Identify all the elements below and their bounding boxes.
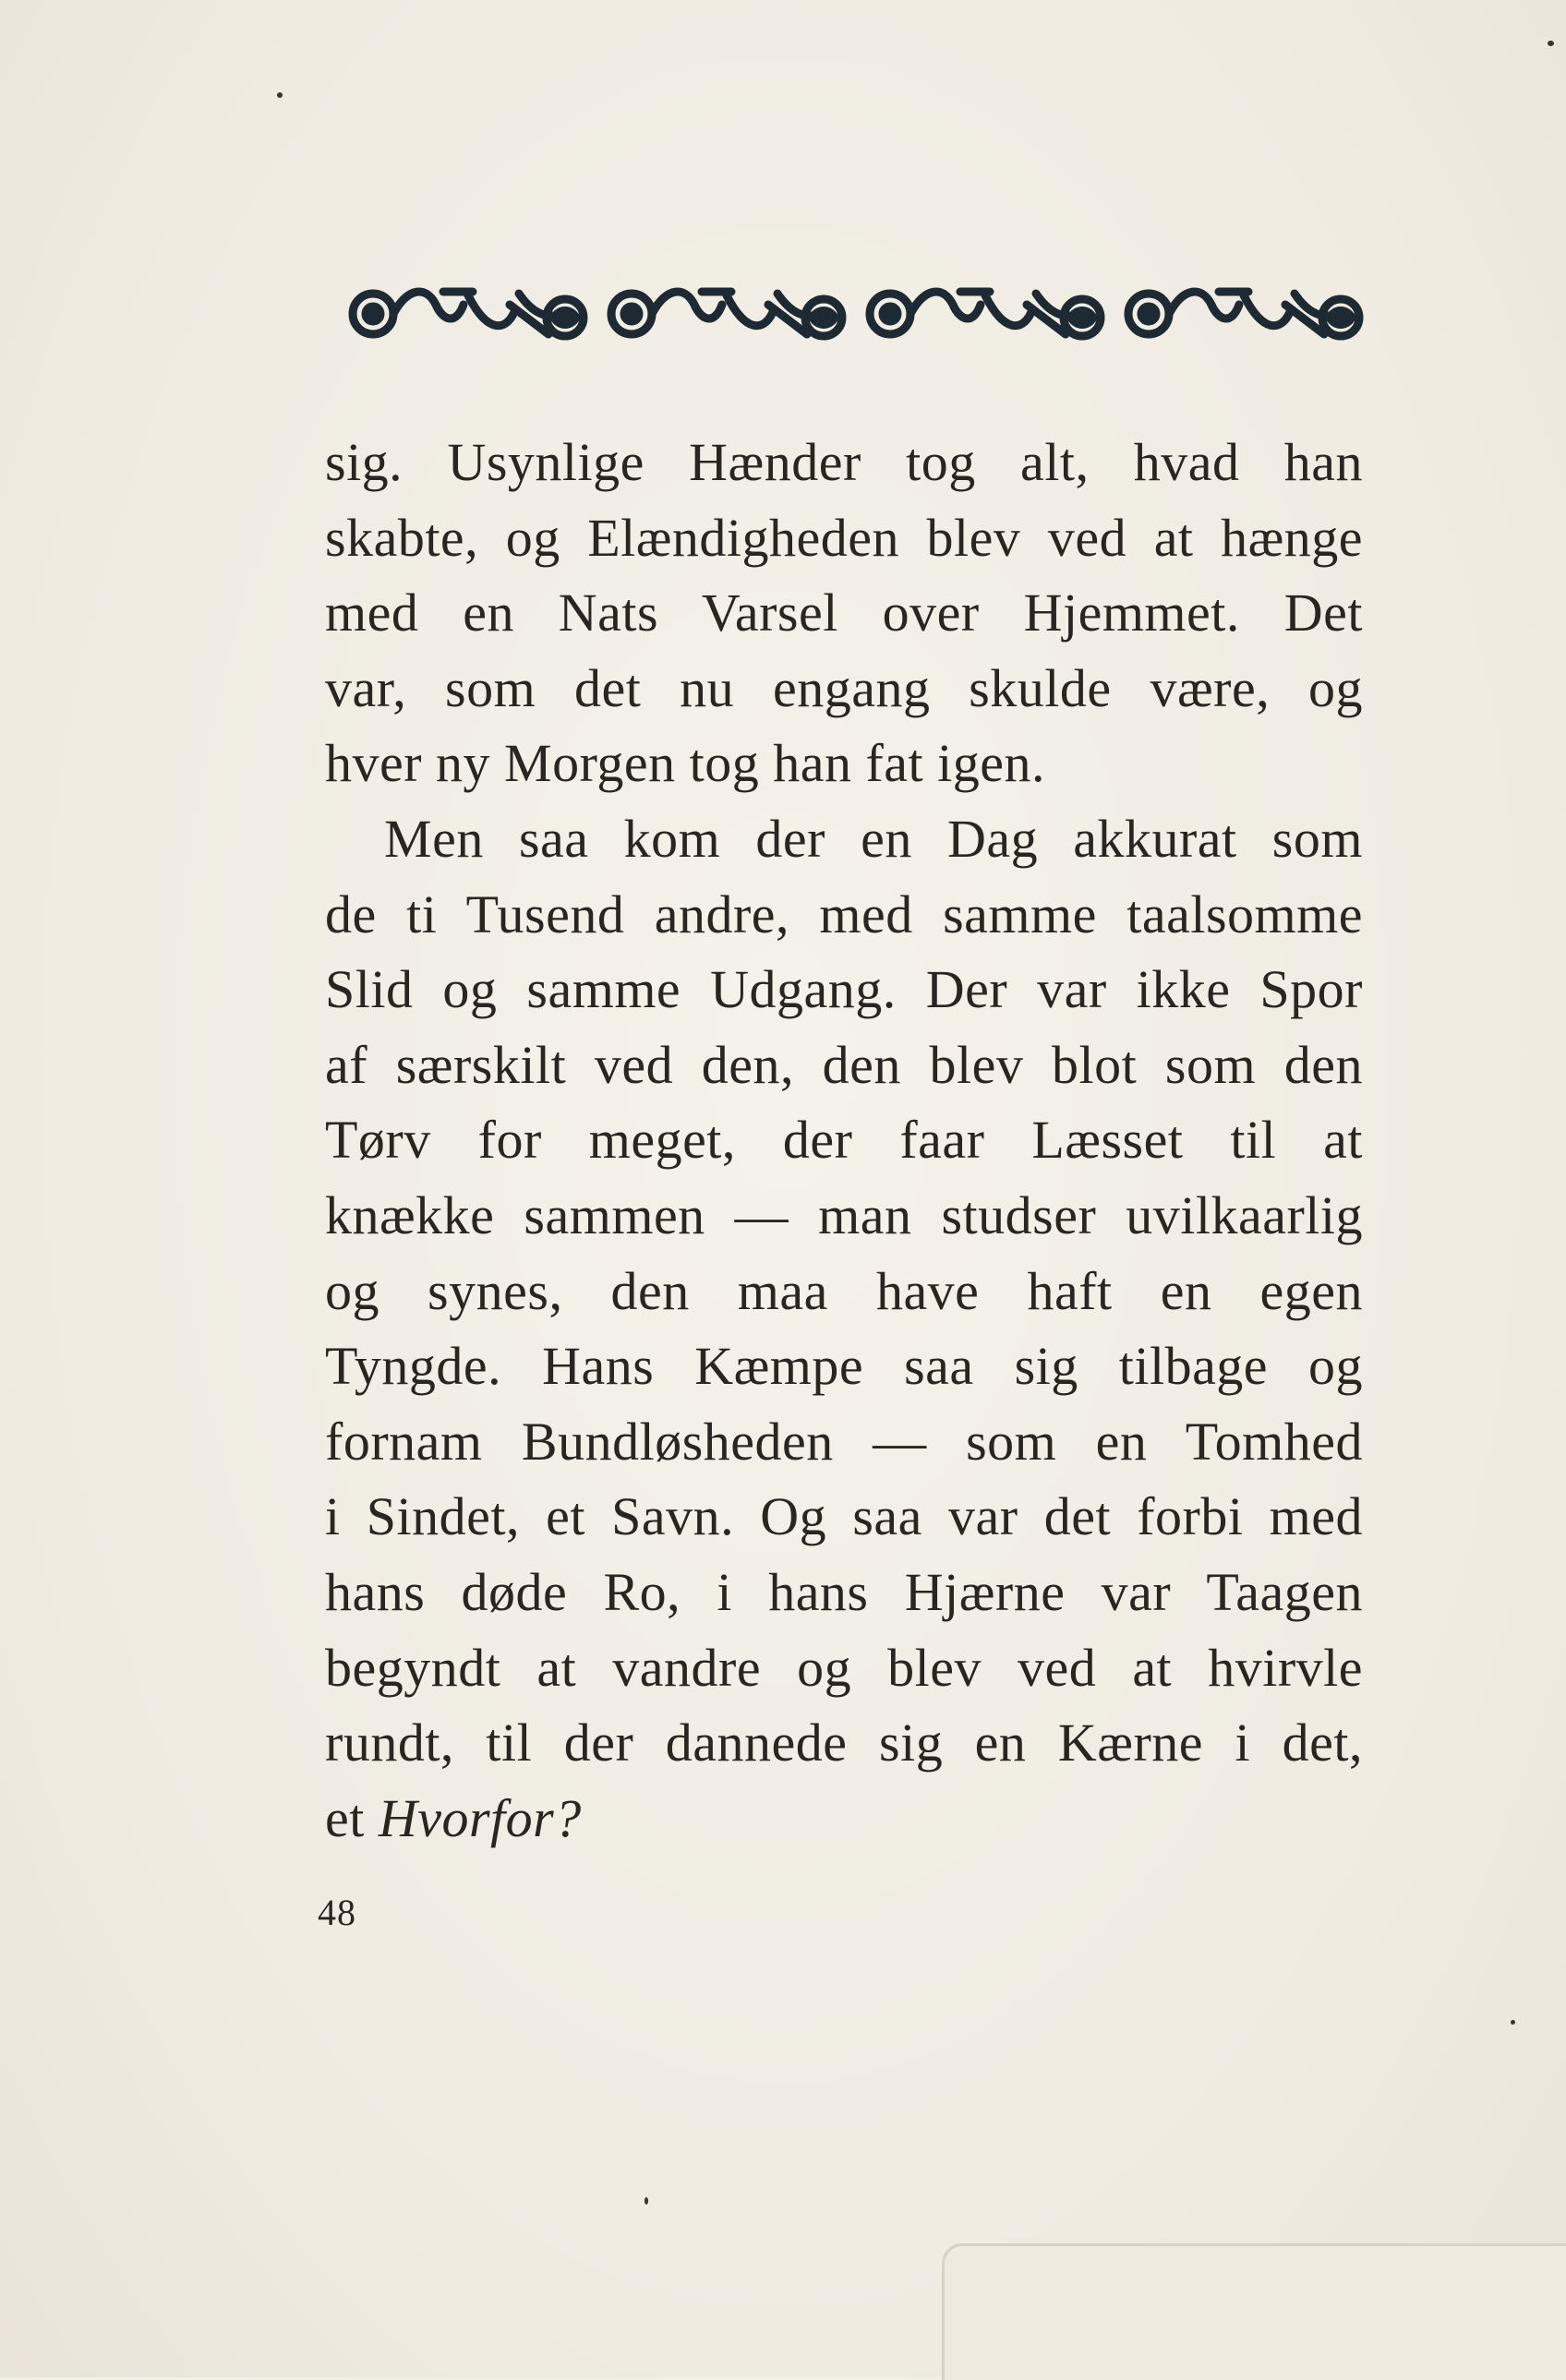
final-line-prefix: et	[325, 1787, 379, 1848]
text-line: sig. Usynlige Hænder tog alt, hvad han	[325, 432, 1363, 492]
body-text	[325, 425, 1363, 1856]
text-line: Tyngde. Hans Kæmpe saa sig tilbage og	[325, 1336, 1363, 1397]
text-line: i Sindet, et Savn. Og saa var det forbi med	[325, 1486, 1363, 1547]
text-line: rundt, til der dannede sig en Kærne i det,	[325, 1713, 1363, 1773]
decorative-header-band	[334, 277, 1368, 351]
text-line: de ti Tusend andre, med samme taalsomme	[325, 883, 1363, 944]
text-line: fornam Bundløsheden — som en Tomhed	[325, 1411, 1363, 1472]
scan-edge-shadow	[942, 2243, 1566, 2380]
text-line: Men saa kom der en Dag akkurat som	[384, 808, 1363, 869]
text-line: knække sammen — man studser uvilkaarlig	[325, 1184, 1363, 1245]
text-line: Tørv for meget, der faar Læsset til at	[325, 1110, 1363, 1171]
text-line: Slid og samme Udgang. Der var ikke Spor	[325, 959, 1363, 1020]
page-number: 48	[318, 1892, 356, 1933]
paper-speck	[277, 92, 283, 98]
text-line: af særskilt ved den, den blev blot som den	[325, 1034, 1363, 1095]
final-text-line	[325, 1781, 1363, 1857]
paper-speck	[1511, 2020, 1515, 2025]
text-line: skabte, og Elændigheden blev ved at hænge	[325, 507, 1363, 568]
paper-speck	[644, 2197, 648, 2205]
text-line: begyndt at vandre og blev ved at hvirvle	[325, 1637, 1363, 1698]
text-line: med en Nats Varsel over Hjemmet. Det	[325, 583, 1363, 643]
text-line: var, som det nu engang skulde være, og	[325, 657, 1363, 718]
text-line: hans døde Ro, i hans Hjærne var Taagen	[325, 1561, 1363, 1622]
final-line-italic-word: Hvorfor?	[378, 1787, 582, 1848]
paper-speck	[1548, 41, 1554, 46]
text-line: og synes, den maa have haft en egen	[325, 1260, 1363, 1321]
text-line: hver ny Morgen tog han fat igen.	[325, 733, 1046, 794]
